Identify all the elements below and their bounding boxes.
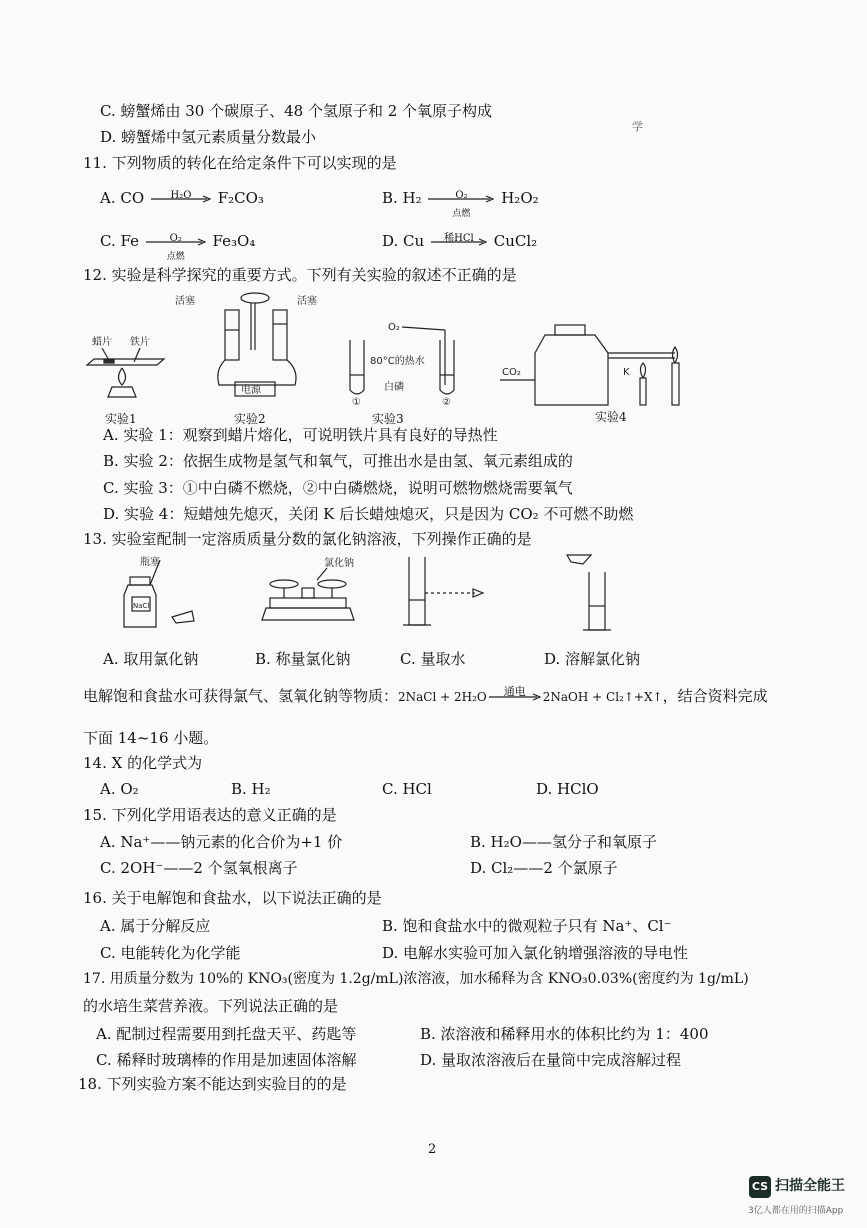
q11-a-product: F₂CO₃	[217, 189, 264, 207]
q13-option-a: A. 取用氯化钠	[103, 650, 199, 668]
q14-option-c: C. HCl	[382, 780, 432, 798]
stopper-label: 瓶塞	[140, 557, 160, 568]
q11-option-b	[382, 188, 539, 219]
q11-stem: 11. 下列物质的转化在给定条件下可以实现的是	[83, 154, 397, 172]
valve-right-label: 活塞	[297, 296, 317, 307]
q11-d-condition: 稀HCl	[444, 233, 474, 244]
q11-b-condition-2: 点燃	[452, 209, 471, 219]
q17-stem-line-1: 17. 用质量分数为 10%的 KNO₃(密度为 1.2g/mL)浓溶液，加水稀释为含 KNO₃0.03%(密度约为 1g/mL)	[83, 971, 749, 987]
q13-stem: 13. 实验室配制一定溶质质量分数的氯化钠溶液，下列操作正确的是	[83, 530, 532, 548]
experiment-2-figure	[175, 290, 317, 410]
q11-option-d	[382, 231, 537, 251]
intro-text-tail: ，结合资料完成	[662, 687, 768, 705]
page-number: 2	[428, 1142, 437, 1157]
experiment-2-caption: 实验2	[234, 412, 266, 426]
q11-a-condition: H₂O	[170, 190, 192, 201]
scanner-logo-icon: CS	[749, 1176, 771, 1198]
q11-b-reactant: B. H₂	[382, 189, 422, 207]
q15-option-d: D. Cl₂——2 个氯原子	[470, 859, 618, 877]
wax-label: 蜡片	[92, 337, 112, 348]
equation-left: 2NaCl + 2H₂O	[398, 690, 487, 704]
q11-option-c	[100, 231, 256, 262]
q17-option-b: B. 浓溶液和稀释用水的体积比约为 1：400	[420, 1025, 709, 1043]
k-label: K	[623, 367, 630, 378]
q11-d-product: CuCl₂	[493, 232, 538, 250]
reaction-arrow	[151, 190, 211, 203]
equation-right: 2NaOH + Cl₂↑+X↑	[542, 690, 663, 704]
reaction-arrow	[489, 685, 541, 701]
q16-option-a: A. 属于分解反应	[100, 917, 211, 935]
q12-stem: 12. 实验是科学探究的重要方式。下列有关实验的叙述不正确的是	[83, 266, 517, 284]
tube-1-label: ①	[352, 397, 361, 408]
q12-option-d: D. 实验 4：短蜡烛先熄灭，关闭 K 后长蜡烛熄灭，只是因为 CO₂ 不可燃不助燃	[103, 505, 634, 523]
experiment-1-caption: 实验1	[105, 412, 137, 426]
nacl-label: 氯化钠	[324, 558, 354, 569]
valve-left-label: 活塞	[175, 296, 195, 307]
q15-option-a: A. Na⁺——钠元素的化合价为+1 价	[100, 833, 343, 851]
q10-option-d: D. 螃蟹烯中氢元素质量分数最小	[100, 128, 317, 146]
q17-stem-line-2: 的水培生菜营养液。下列说法正确的是	[83, 997, 339, 1015]
q11-c-product: Fe₃O₄	[212, 232, 256, 250]
q14-option-d: D. HClO	[536, 780, 599, 798]
q11-b-product: H₂O₂	[501, 189, 539, 207]
q15-option-b: B. H₂O——氢分子和氧原子	[470, 833, 657, 851]
q16-option-d: D. 电解水实验可加入氯化钠增强溶液的导电性	[382, 944, 689, 962]
hot-water-label: 80°C的热水	[370, 356, 425, 367]
q11-b-condition: O₂	[455, 190, 468, 201]
q14-option-a: A. O₂	[100, 780, 139, 798]
q13-figure-a	[120, 555, 200, 635]
q11-d-reactant: D. Cu	[382, 232, 425, 250]
scanner-app-name: 扫描全能王	[775, 1178, 845, 1194]
q15-stem: 15. 下列化学用语表达的意义正确的是	[83, 806, 337, 824]
q18-stem: 18. 下列实验方案不能达到实验目的的是	[78, 1075, 347, 1093]
experiment-3-figure	[340, 320, 470, 410]
q13-figure-c	[395, 555, 495, 640]
reaction-arrow	[431, 233, 487, 246]
q13-option-d: D. 溶解氯化钠	[544, 650, 641, 668]
q14-option-b: B. H₂	[231, 780, 271, 798]
reaction-arrow	[146, 233, 206, 262]
q11-c-reactant: C. Fe	[100, 232, 139, 250]
q10-option-c: C. 螃蟹烯由 30 个碳原子、48 个氢原子和 2 个氧原子构成	[100, 102, 493, 120]
q12-option-b: B. 实验 2：依据生成物是氢气和氧气，可推出水是由氢、氧元素组成的	[103, 452, 573, 470]
scanner-tagline: 3亿人都在用的扫描App	[748, 1206, 844, 1216]
q11-option-a	[100, 188, 264, 208]
power-label: 电源	[241, 385, 261, 396]
q17-option-c: C. 稀释时玻璃棒的作用是加速固体溶解	[96, 1051, 357, 1069]
bottle-label: NaCl	[133, 602, 150, 610]
iron-label: 铁片	[130, 337, 150, 348]
experiment-1-figure	[82, 335, 172, 410]
stamp-mark: 学	[632, 120, 643, 133]
intro-text: 电解饱和食盐水可获得氯气、氢氧化钠等物质：	[83, 687, 399, 705]
q16-option-b: B. 饱和食盐水中的微观粒子只有 Na⁺、Cl⁻	[382, 917, 672, 935]
q17-option-d: D. 量取浓溶液后在量筒中完成溶解过程	[420, 1051, 682, 1069]
q13-figure-d	[565, 550, 625, 640]
q11-c-condition: O₂	[169, 233, 182, 244]
intro-line-1	[83, 686, 768, 707]
q11-c-condition-2: 点燃	[166, 252, 185, 262]
co2-label: CO₂	[502, 367, 521, 378]
q13-figure-b	[262, 558, 362, 633]
q13-option-b: B. 称量氯化钠	[255, 650, 351, 668]
q11-a-reactant: A. CO	[100, 189, 145, 207]
q12-option-c: C. 实验 3：①中白磷不燃烧，②中白磷燃烧，说明可燃物燃烧需要氧气	[103, 479, 573, 497]
reaction-arrow	[428, 190, 494, 219]
q17-option-a: A. 配制过程需要用到托盘天平、药匙等	[96, 1025, 357, 1043]
white-phosphorus-label: 白磷	[384, 382, 404, 393]
q16-option-c: C. 电能转化为化学能	[100, 944, 241, 962]
tube-2-label: ②	[442, 397, 451, 408]
q15-option-c: C. 2OH⁻——2 个氢氧根离子	[100, 859, 298, 877]
q16-stem: 16. 关于电解饱和食盐水，以下说法正确的是	[83, 889, 382, 907]
intro-line-2: 下面 14~16 小题。	[83, 729, 219, 747]
q14-stem: 14. X 的化学式为	[83, 754, 203, 772]
q12-option-a: A. 实验 1：观察到蜡片熔化，可说明铁片具有良好的导热性	[103, 426, 498, 444]
o2-label: O₂	[388, 322, 400, 333]
experiment-3-caption: 实验3	[372, 412, 404, 426]
q13-option-c: C. 量取水	[400, 650, 466, 668]
experiment-4-caption: 实验4	[595, 410, 627, 424]
experiment-4-figure	[500, 323, 700, 408]
equation-condition: 通电	[503, 685, 526, 698]
